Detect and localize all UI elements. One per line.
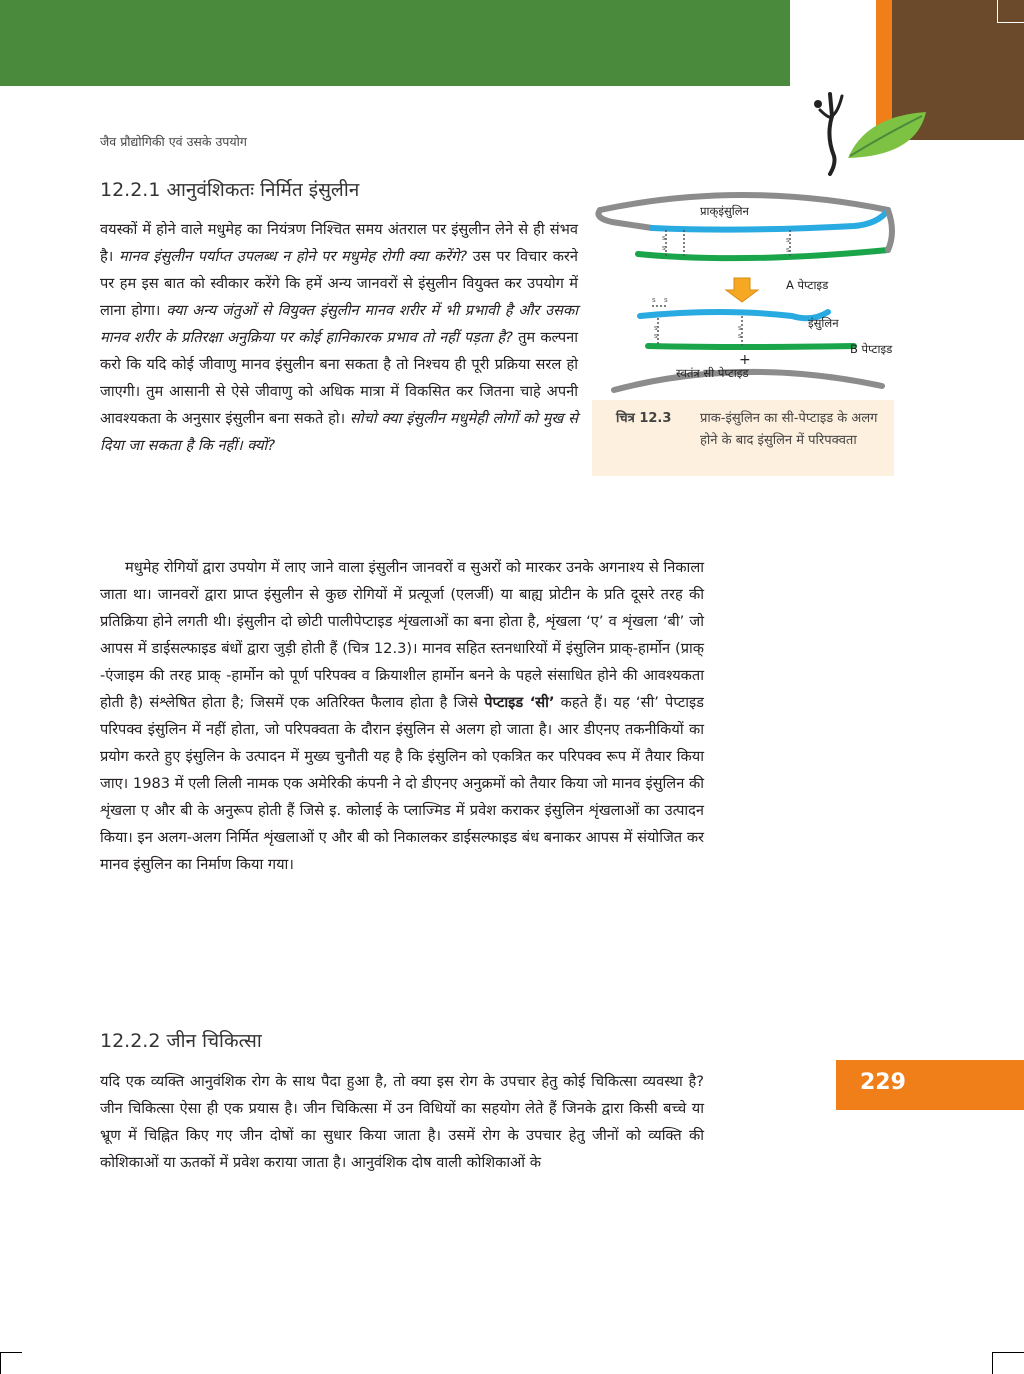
paragraph-text: उस पर विचार करने पर हम इस बात को स्वीकार करेंगे कि हमें अन्य जानवरों से इंसुलीन वियुक्त कर उपयोग में लाना होगा। bbox=[100, 248, 578, 319]
italic-question: मानव इंसुलीन पर्याप्त उपलब्ध न होने पर मधुमेह रोगी क्या करेंगे? bbox=[118, 248, 468, 265]
caption-number: चित्र 12.3 bbox=[616, 411, 672, 426]
crop-mark bbox=[997, 22, 1024, 23]
italic-question: सोचो क्या इंसुलीन मधुमेही लोगों को मुख से दिया जा सकता है कि नहीं। क्यों? bbox=[100, 410, 578, 454]
section-heading: 12.2.1 आनुवंशिकतः निर्मित इंसुलीन bbox=[100, 179, 360, 201]
header-spacer bbox=[790, 0, 882, 86]
label-free-c-peptide: स्वतंत्र सी पेप्टाइड bbox=[676, 366, 749, 380]
crop-mark bbox=[992, 1352, 993, 1374]
running-head: जैव प्रौद्योगिकी एवं उसके उपयोग bbox=[100, 134, 247, 149]
label-a-peptide: A पेप्टाइड bbox=[786, 278, 829, 292]
svg-text:s: s bbox=[786, 236, 790, 244]
svg-text:s: s bbox=[662, 234, 666, 242]
paragraph-text: कहते हैं। यह ‘सी’ पेप्टाइड परिपक्व इंसुलिन में नहीं होता, जो परिपक्वता के दौरान इंसुलिन से अलग हो जाता है। आर डीएनए तकनीकियों का प्रयोग करते हुए इंसुलिन के उत्पादन में मुख्य चुनौती यह है कि इंसुलिन को एकत्रित कर परिपक्व रूप में तैयार किया जाए। 1983 में एली लिली नामक एक अमेरिकी कंपनी ने दो डीएनए अनुक्रमों को तैयार किया जो मानव इंसुलिन की शृंखला ए और बी के अनुरूप होती हैं जिसे इ. कोलाई के प्लाज्मिड में प्रवेश कराकर इंसुलिन शृंखलाओं का उत्पादन किया। इन अलग-अलग निर्मित शृंखलाओं ए और बी को निकालकर डाईसल्फाइड बंध बनाकर आपस में संयोजित कर मानव इंसुलिन का निर्माण किया गया। bbox=[100, 694, 704, 873]
page-number-tab bbox=[836, 1060, 1024, 1110]
paragraph-text: मधुमेह रोगियों द्वारा उपयोग में लाए जाने वाला इंसुलीन जानवरों व सुअरों को मारकर उनके अगनाश्य से निकाला जाता था। जानवरों द्वारा प्राप्त इंसुलीन से कुछ रोगियों में प्रत्यूर्जा (एलर्जी) या बाह्य प्रोटीन के प्रति दूसरे तरह की प्रतिक्रिया होने लगती थी। इंसुलीन दो छोटी पालीपेप्टाइड शृंखलाओं का बना होता है, शृंखला ‘ए’ व शृंखला ‘बी’ जो आपस में डाईसल्फाइड बंधों द्वारा जुड़ी होती हैं (चित्र 12.3)। मानव सहित स्तनधारियों में इंसुलिन प्राक्-हार्मोन (प्राक् -एंजाइम की तरह प्राक् -हार्मोन को पूर्ण परिपक्व व क्रियाशील हार्मोन बनने के पहले संसाधित होने की आवश्यकता होती है) संश्लेषित होता है; जिसमें एक अतिरिक्त फैलाव होता है जिसे bbox=[100, 559, 704, 711]
figure-12-3 bbox=[592, 188, 896, 488]
label-b-peptide: B पेप्टाइड bbox=[850, 342, 893, 356]
section-heading: 12.2.2 जीन चिकित्सा bbox=[100, 1030, 262, 1052]
svg-text:s: s bbox=[654, 332, 658, 340]
svg-text:s: s bbox=[738, 332, 742, 340]
figure-caption bbox=[592, 400, 894, 476]
svg-text:s: s bbox=[662, 244, 666, 252]
svg-text:s: s bbox=[664, 296, 668, 304]
paragraph: यदि एक व्यक्ति आनुवंशिक रोग के साथ पैदा हुआ है, तो क्या इस रोग के उपचार हेतु कोई चिकित्सा व्यवस्था है? जीन चिकित्सा ऐसा ही एक प्रयास है। जीन चिकित्सा में उन विधियों का सहयोग लेते हैं जिनके द्वारा किसी बच्चे या भ्रूण में चिह्नित किए गए जीन दोषों का सुधार किया जाता है। उसमें रोग के उपचार हेतु जीनों को व्यक्ति की कोशिकाओं या ऊतकों में प्रवेश कराया जाता है। आनुवंशिक दोष वाली कोशिकाओं के bbox=[100, 1073, 704, 1171]
crop-mark bbox=[997, 0, 998, 22]
crop-mark bbox=[0, 1352, 1, 1374]
label-proinsulin: प्राक्इंसुलिन bbox=[700, 204, 749, 218]
paragraph-text: वयस्कों में होने वाले मधुमेह का नियंत्रण निश्चित समय अंतराल पर इंसुलीन लेने से ही संभव है। bbox=[100, 221, 578, 265]
label-insulin: इंसुलिन bbox=[808, 316, 839, 330]
svg-text:s: s bbox=[786, 246, 790, 254]
page-number: 229 bbox=[860, 1070, 906, 1095]
svg-text:s: s bbox=[652, 296, 656, 304]
svg-text:+: + bbox=[739, 352, 751, 368]
svg-text:s: s bbox=[738, 324, 742, 332]
paragraph-text: तुम कल्पना करो कि यदि कोई जीवाणु मानव इंसुलीन बना सकता है तो निश्चय ही पूरी प्रक्रिया सरल हो जाएगी। तुम आसानी से ऐसे जीवाणु को अधिक मात्रा में विकसित कर जितना चाहे अपनी आवश्यकता के अनुसार इंसुलीन बना सकते हो। bbox=[100, 329, 578, 427]
svg-text:s: s bbox=[654, 324, 658, 332]
leaf-figure-logo-icon bbox=[796, 86, 946, 176]
bold-term: पेप्टाइड ‘सी’ bbox=[484, 694, 555, 711]
crop-mark bbox=[0, 1352, 22, 1353]
caption-text: प्राक-इंसुलिन का सी-पेप्टाइड के अलग होने के बाद इंसुलिन में परिपक्वता bbox=[700, 411, 878, 448]
paragraph bbox=[100, 216, 578, 459]
header-green-band bbox=[0, 0, 790, 86]
italic-question: क्या अन्य जंतुओं से वियुक्त इंसुलीन मानव शरीर में भी प्रभावी है और उसका मानव शरीर के प्रतिरक्षा अनुक्रिया पर कोई हानिकारक प्रभाव तो नहीं पड़ता है? bbox=[100, 302, 579, 346]
crop-mark bbox=[992, 1352, 1024, 1353]
paragraph bbox=[100, 554, 704, 878]
